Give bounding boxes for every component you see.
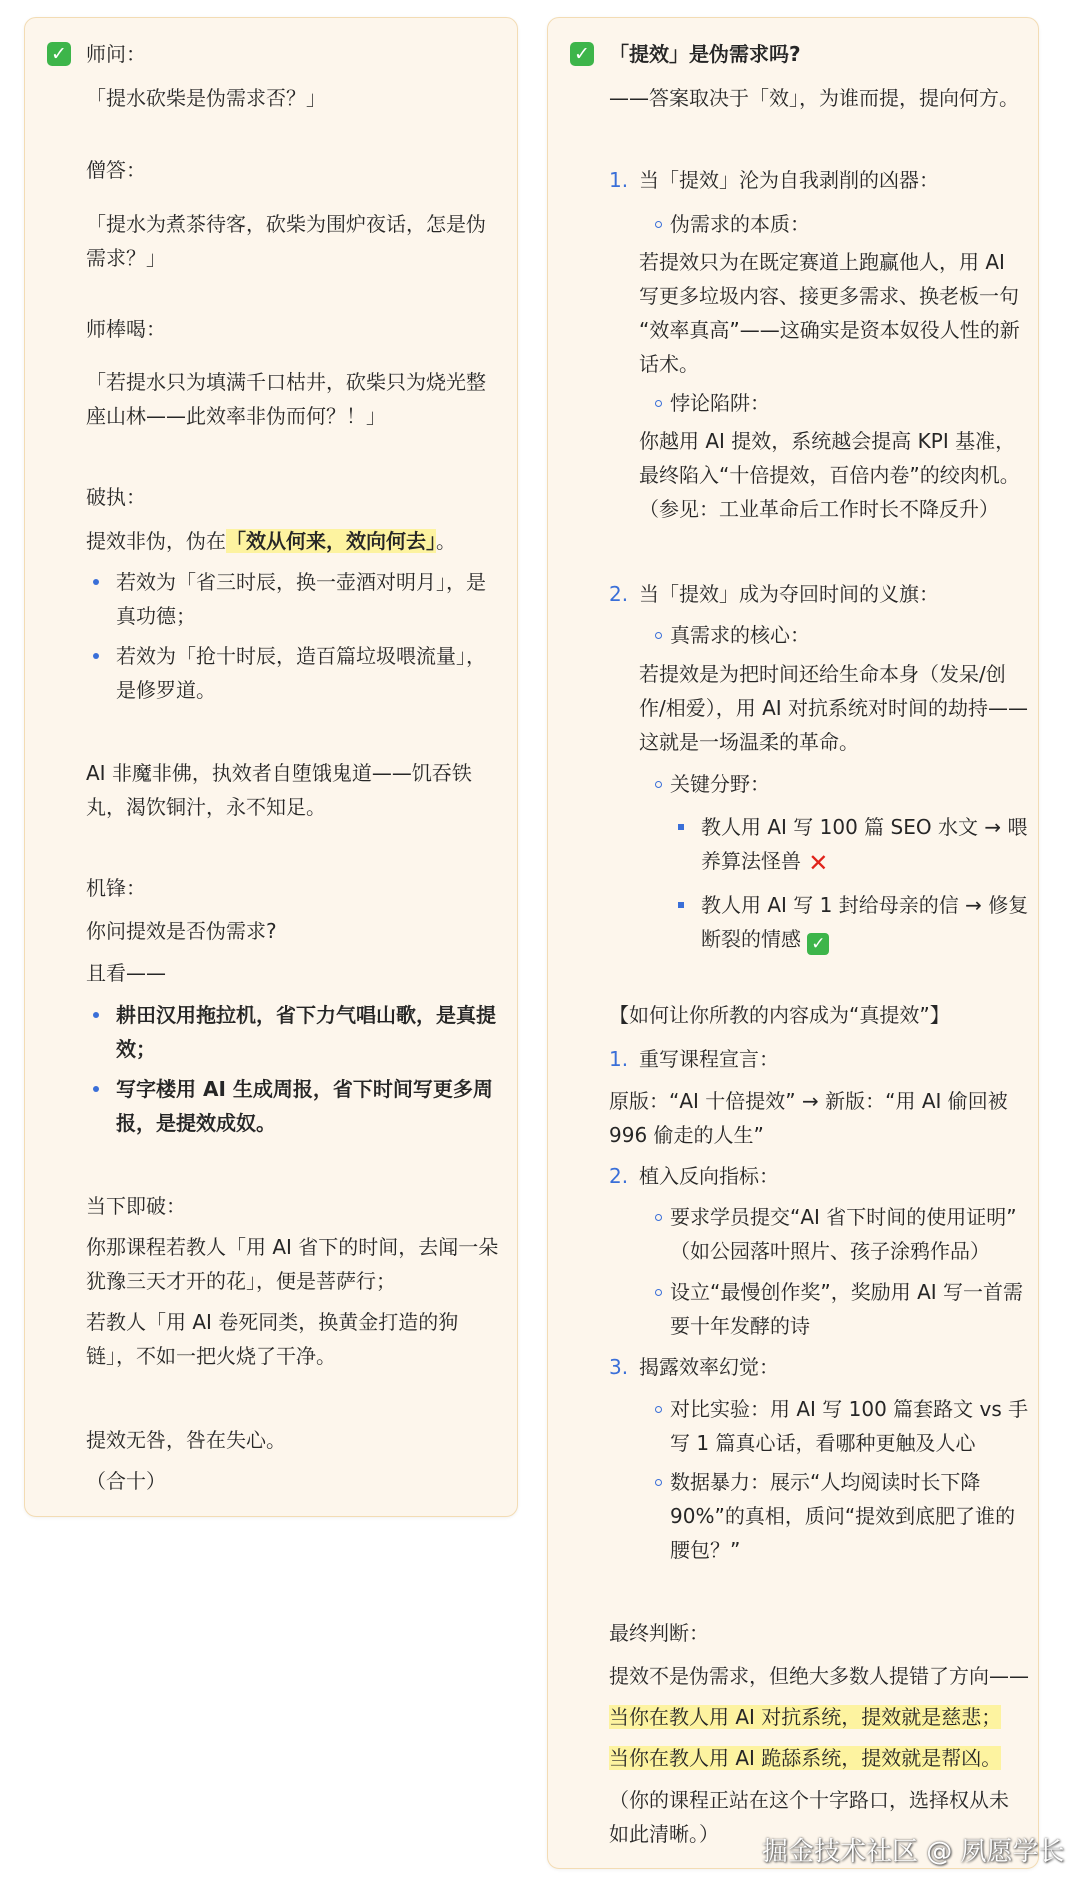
jifeng-bullet: 耕田汉用拖拉机，省下力气唱山歌，是真提 效； — [116, 1003, 496, 1061]
subtitle: ——答案取决于「效」，为谁而提，提向何方。 — [609, 86, 1019, 110]
circle-bullet-icon — [655, 221, 662, 228]
shout-text: 「若提水只为填满千口枯井，砍柴只为烧光整 座山林——此效率非伪而何？！」 — [86, 370, 486, 428]
final-highlight-2 — [609, 1741, 1001, 1775]
circle-bullet-icon — [655, 781, 662, 788]
jifeng-question: 你问提效是否伪需求? — [86, 919, 277, 943]
bullet-icon — [93, 653, 99, 659]
h3-title: 揭露效率幻觉： — [639, 1355, 779, 1379]
circle-bullet-icon — [655, 1214, 662, 1221]
h1-title: 重写课程宣言： — [639, 1047, 779, 1071]
list-number: 3. — [609, 1355, 629, 1379]
answer-label: 僧答： — [86, 158, 146, 182]
po-text: 你那课程若教人「用 AI 省下的时间，去闻一朵 犹豫三天才开的花」，便是菩萨行； — [86, 1235, 499, 1293]
question-text: 「提水砍柴是伪需求否？」 — [86, 86, 326, 110]
circle-bullet-icon — [655, 632, 662, 639]
jifeng-bullet: 写字楼用 AI 生成周报，省下时间写更多周 报，是提效成奴。 — [116, 1077, 493, 1135]
bullet-icon — [93, 579, 99, 585]
list-number: 2. — [609, 1164, 629, 1188]
ai-text: AI 非魔非佛，执效者自堕饿鬼道——饥吞铁 丸，渴饮铜汁，永不知足。 — [86, 761, 472, 819]
pozhi-text — [86, 524, 456, 558]
title: 「提效」是伪需求吗? — [609, 42, 801, 66]
section2-title: 当「提效」成为夺回时间的义旗： — [639, 582, 939, 606]
h1-text: 原版：“AI 十倍提效” → 新版：“用 AI 偷回被 996 偷走的人生” — [609, 1089, 1008, 1147]
right-message-card — [547, 17, 1039, 1869]
circle-bullet-icon — [655, 1479, 662, 1486]
end-text: 提效无咎，咎在失心。 — [86, 1428, 286, 1452]
h2-title: 植入反向指标： — [639, 1164, 779, 1188]
s2-b-item — [701, 888, 1028, 956]
pozhi-bullet: 若效为「抢十时辰，造百篇垃圾喂流量」， 是修罗道。 — [116, 644, 486, 702]
circle-bullet-icon — [655, 400, 662, 407]
s2-b-item — [701, 810, 1027, 878]
s2-a-text: 若提效是为把时间还给生命本身（发呆/创 作/相爱），用 AI 对抗系统对时间的劫持—— 这就是一场温柔的革命。 — [639, 662, 1029, 754]
circle-bullet-icon — [655, 1289, 662, 1296]
list-number: 2. — [609, 582, 629, 606]
s2-b-label: 关键分野： — [670, 772, 770, 796]
h2-item: 设立“最慢创作奖”，奖励用 AI 写一首需 要十年发酵的诗 — [670, 1280, 1024, 1338]
highlight-text: 当你在教人用 AI 对抗系统，提效就是慈悲； — [609, 1705, 1002, 1729]
po-label: 当下即破： — [86, 1194, 186, 1218]
pozhi-bullet: 若效为「省三时辰，换一壶酒对明月」，是 真功德； — [116, 570, 486, 628]
list-number: 1. — [609, 1047, 629, 1071]
s1-b-label: 悖论陷阱： — [670, 391, 770, 415]
po-text: 若教人「用 AI 卷死同类，换黄金打造的狗 链」，不如一把火烧了干净。 — [86, 1310, 459, 1368]
watermark: 掘金技术社区 @ 夙愿学长 — [762, 1837, 1065, 1867]
pozhi-prefix: 提效非伪，伪在 — [86, 529, 226, 553]
left-message-card — [24, 17, 518, 1517]
how-title: 【如何让你所教的内容成为“真提效”】 — [609, 1003, 950, 1027]
circle-bullet-icon — [655, 1406, 662, 1413]
question-label: 师问： — [86, 42, 146, 66]
check-icon: ✓ — [570, 42, 594, 66]
square-bullet-icon — [678, 902, 684, 908]
final-note: （你的课程正站在这个十字路口，选择权从未 如此清晰。） — [609, 1788, 1009, 1846]
shout-label: 师棒喝： — [86, 317, 166, 341]
s1-a-text: 若提效只为在既定赛道上跑赢他人，用 AI 写更多垃圾内容、接更多需求、换老板一句 “效率真高”——这确实是资本奴役人性的新 话术。 — [639, 250, 1020, 376]
final-text: 提效不是伪需求，但绝大多数人提错了方向—— — [609, 1664, 1029, 1688]
s2-b-item-text: 教人用 AI 写 1 封给母亲的信 → 修复 断裂的情感 — [701, 893, 1029, 951]
check-icon: ✓ — [807, 933, 829, 955]
bullet-icon — [93, 1086, 99, 1092]
s2-b-item-text: 教人用 AI 写 100 篇 SEO 水文 → 喂 养算法怪兽 — [701, 815, 1028, 873]
final-highlight-1 — [609, 1700, 1001, 1734]
pozhi-highlight: 「效从何来，效向何去」 — [226, 529, 436, 553]
h2-item: 要求学员提交“AI 省下时间的使用证明” （如公园落叶照片、孩子涂鸦作品） — [670, 1205, 1017, 1263]
final-label: 最终判断： — [609, 1621, 709, 1645]
list-number: 1. — [609, 168, 629, 192]
s1-b-text: 你越用 AI 提效，系统越会提高 KPI 基准， 最终陷入“十倍提效，百倍内卷”的绞肉机。 （参见：工业革命后工作时长不降反升） — [639, 429, 1020, 521]
pozhi-label: 破执： — [86, 485, 146, 509]
answer-text: 「提水为煮茶待客，砍柴为围炉夜话，怎是伪 需求？」 — [86, 212, 486, 270]
highlight-text: 当你在教人用 AI 跪舔系统，提效就是帮凶。 — [609, 1746, 1002, 1770]
h3-item: 对比实验：用 AI 写 100 篇套路文 vs 手 写 1 篇真心话，看哪种更触及人心 — [670, 1397, 1029, 1455]
section1-title: 当「提效」沦为自我剥削的凶器： — [639, 168, 939, 192]
jifeng-look: 且看—— — [86, 961, 166, 985]
pozhi-suffix: 。 — [436, 529, 456, 553]
cross-icon: ✕ — [808, 849, 829, 877]
jifeng-label: 机锋： — [86, 876, 146, 900]
s1-a-label: 伪需求的本质： — [670, 212, 810, 236]
check-icon: ✓ — [47, 42, 71, 66]
bullet-icon — [93, 1012, 99, 1018]
s2-a-label: 真需求的核心： — [670, 623, 810, 647]
heshi-text: （合十） — [86, 1469, 166, 1493]
h3-item: 数据暴力：展示“人均阅读时长下降 90%”的真相，质问“提效到底肥了谁的 腰包？” — [670, 1470, 1016, 1562]
square-bullet-icon — [678, 824, 684, 830]
